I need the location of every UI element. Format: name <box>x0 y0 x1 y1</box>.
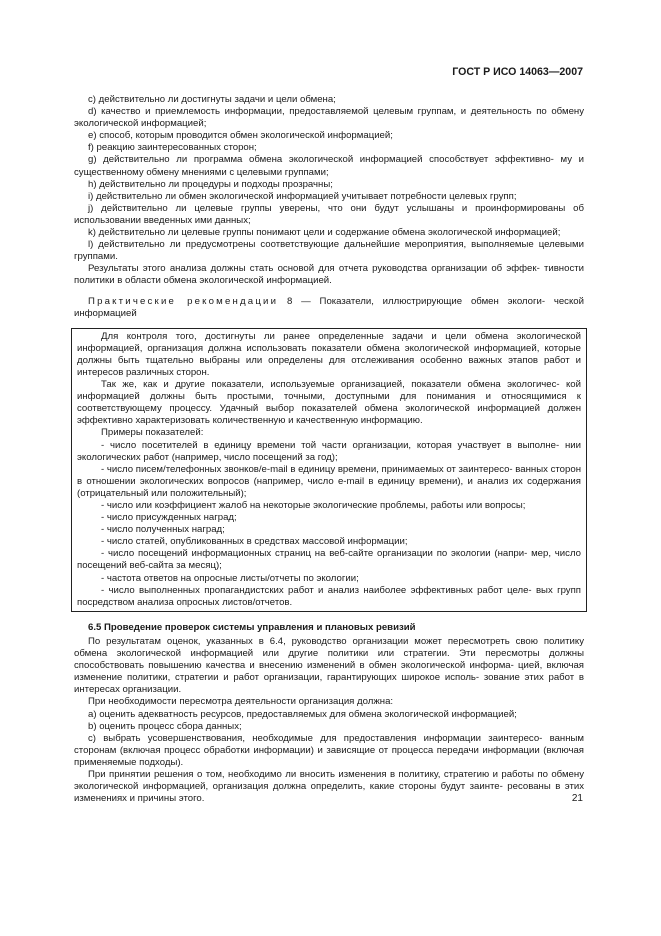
indicator-item: - число писем/телефонных звонков/e-mail в единицу времени, принимаемых от заинтересо- ванных сторон в отношении экологических вопросов (например, число e-mail в единицу времени), и анализ их содержания (отрицательный или положительный); <box>77 463 581 499</box>
evaluation-criteria-list <box>74 94 584 263</box>
results-paragraph: Результаты этого анализа должны стать основой для отчета руководства организации об эффек- тивности политики в области обмена экологической информацией. <box>74 263 584 287</box>
document-header: ГОСТ Р ИСО 14063—2007 <box>452 66 583 78</box>
indicator-item: - число посещений информационных страниц на веб-сайте организации по экологии (напри- мер, число посещений веб-сайта за месяц); <box>77 548 581 572</box>
section-paragraph: При принятии решения о том, необходимо ли вносить изменения в политику, стратегию и работы по обмену экологической информацией, организация должна определить, какие стороны будут заинте- ресованы в этих изменениях и причины этого. <box>74 768 584 805</box>
list-item: a) оценить адекватность ресурсов, предоставляемых для обмена экологической информацией; <box>88 708 517 720</box>
indicator-item: - число выполненных пропагандистских работ и анализ наиболее эффективных работ целе- вых групп посредством анализа опросных листов/отчетов. <box>77 584 581 608</box>
page-content <box>74 94 584 805</box>
list-item: g) действительно ли программа обмена экологической информацией способствует эффективно- му и существенному обмену мнениями с целевыми группами; <box>74 154 584 178</box>
indicator-item: - число статей, опубликованных в средствах массовой информации; <box>101 536 408 548</box>
recommendation-box <box>71 328 587 612</box>
practical-recommendation-label: Практические рекомендации <box>88 295 279 307</box>
indicator-item: - число посетителей в единицу времени той части организации, которая участвует в выполне- нии экологических работ (например, число посещений за год); <box>77 439 581 463</box>
list-item: c) действительно ли достигнуты задачи и цели обмена; <box>88 94 336 105</box>
indicator-item: - число полученных наград; <box>101 524 225 536</box>
list-item: k) действительно ли целевые группы понимают цели и содержание обмена экологической информацией; <box>88 227 561 239</box>
list-item: i) действительно ли обмен экологической информацией учитывает потребности целевых групп; <box>88 190 517 202</box>
list-item: b) оценить процесс сбора данных; <box>88 720 242 732</box>
page-number: 21 <box>571 793 583 804</box>
box-paragraph: Для контроля того, достигнуты ли ранее определенные задачи и цели обмена экологической информацией, организация должна использовать показатели обмена экологической информацией, которые должны быть тщательно выбраны или определены для отслеживания особенно важных этапов работ и интересов различных сторон. <box>77 330 581 378</box>
practical-recommendation-heading <box>74 296 584 320</box>
list-item: h) действительно ли процедуры и подходы прозрачны; <box>88 178 333 190</box>
box-paragraph: Так же, как и другие показатели, используемые организацией, показатели обмена экологичес- кой информацией должны быть простыми, точными, доступными для понимания и относящимися к соответствующему процессу. Удачный выбор показателей обмена экологической информацией должен эффективно характеризовать количественную и качественную информацию. <box>77 379 581 427</box>
section-title: 6.5 Проведение проверок системы управления и плановых ревизий <box>88 621 416 633</box>
list-item: j) действительно ли целевые группы уверены, что они будут услышаны и проинформированы об использовании введенных ими данных; <box>74 202 584 226</box>
list-item: e) способ, которым проводится обмен экологической информацией; <box>88 130 393 142</box>
list-item: l) действительно ли предусмотрены соответствующие дальнейшие мероприятия, выполняемые целевыми группами. <box>74 239 584 263</box>
section-paragraph: При необходимости пересмотра деятельности организация должна: <box>88 696 394 708</box>
indicator-item: - частота ответов на опросные листы/отчеты по экологии; <box>101 572 359 584</box>
indicator-item: - число присужденных наград; <box>101 512 237 524</box>
list-item: f) реакцию заинтересованных сторон; <box>88 142 257 154</box>
practical-recommendation-text: 8 — Показатели, иллюстрирующие обмен экологи- ческой информацией <box>74 295 584 319</box>
examples-title: Примеры показателей: <box>101 427 204 439</box>
indicator-item: - число или коэффициент жалоб на некоторые экологические проблемы, работы или вопросы; <box>101 500 526 511</box>
section-paragraph: По результатам оценок, указанных в 6.4, руководство организации может пересмотреть свою политику обмена экологической информацией или другие политики или стратегии. Эти пересмотры должны способствовать повышению качества и внесению изменений в обмен экологической информа- цией, включая изменение политики, стратегии и работ организации, гарантирующих широкое исполь- зование этих работ в интересах организации. <box>74 635 584 696</box>
list-item: d) качество и приемлемость информации, предоставляемой целевым группам, и деятельность по обмену экологической информацией; <box>74 106 584 130</box>
list-item: c) выбрать усовершенствования, необходимые для предоставления информации заинтересо- ванным сторонам (включая процесс обработки информации) и зависящие от процесса передачи информации (включая применяемые подходы). <box>74 732 584 768</box>
